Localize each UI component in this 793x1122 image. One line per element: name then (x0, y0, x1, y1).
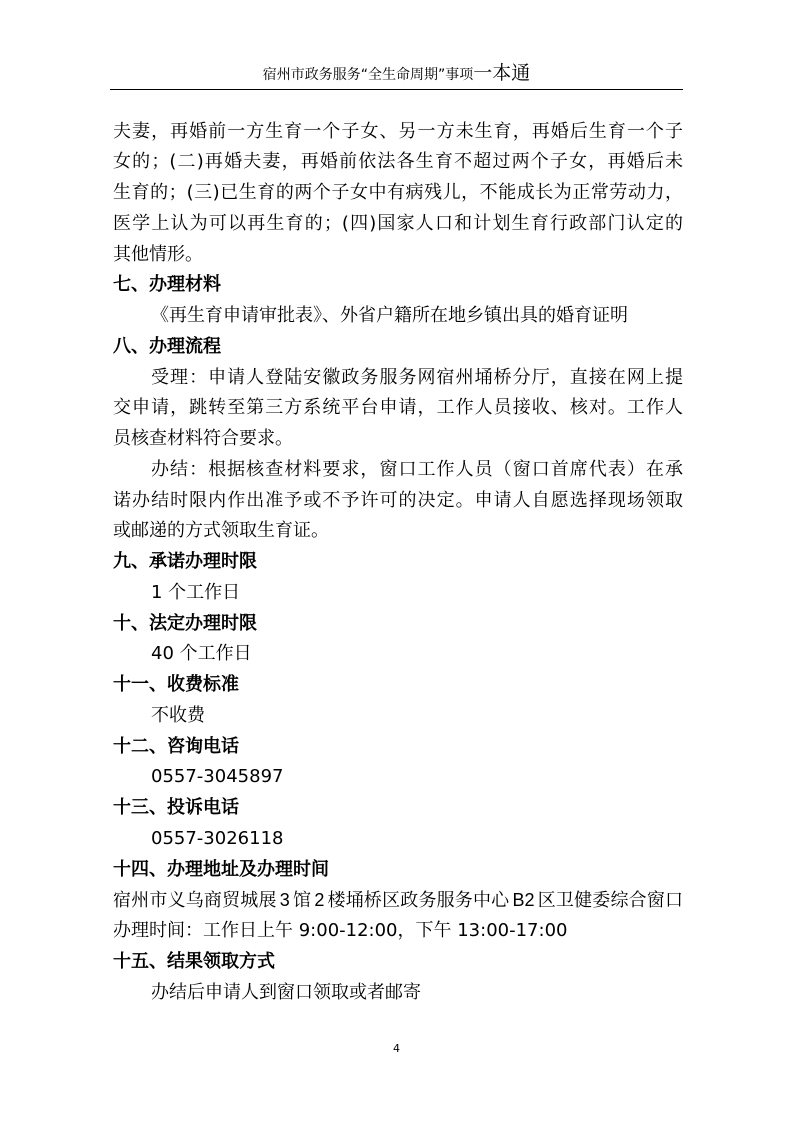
intro-line: 医学上认为可以再生育的；(四)国家人口和计划生育行政部门认定的 (113, 212, 683, 234)
section-line: 办结：根据核查材料要求，窗口工作人员（窗口首席代表）在承 (151, 458, 683, 480)
section-heading-inquiry-phone: 十二、咨询电话 (113, 735, 239, 757)
intro-line: 生育的；(三)已生育的两个子女中有病残儿，不能成长为正常劳动力， (113, 182, 683, 204)
section-line: 办结后申请人到窗口领取或者邮寄 (151, 981, 421, 1003)
page-header (110, 60, 683, 86)
section-line: 或邮递的方式领取生育证。 (113, 520, 329, 542)
section-heading-complaint-phone: 十三、投诉电话 (113, 797, 239, 819)
intro-line: 其他情形。 (113, 243, 203, 265)
section-heading-fees: 十一、收费标准 (113, 674, 239, 696)
section-line: 1 个工作日 (151, 581, 241, 603)
section-line: 不收费 (151, 704, 205, 726)
section-heading-process: 八、办理流程 (113, 335, 221, 357)
section-line: 诺办结时限内作出准予或不予许可的决定。申请人自愿选择现场领取 (113, 489, 683, 511)
section-line: 员核查材料符合要求。 (113, 428, 293, 450)
section-line: 宿州市义乌商贸城展 3 馆 2 楼埇桥区政务服务中心 B2 区卫健委综合窗口 (113, 890, 683, 911)
section-line: 《再生育申请审批表》、外省户籍所在地乡镇出具的婚育证明 (151, 305, 628, 327)
section-heading-result-pickup: 十五、结果领取方式 (113, 950, 275, 972)
section-heading-materials: 七、办理材料 (113, 274, 221, 296)
section-line: 0557-3045897 (151, 766, 284, 788)
document-body (113, 117, 683, 1009)
intro-line: 夫妻，再婚前一方生育一个子女、另一方未生育，再婚后生育一个子 (113, 120, 683, 142)
section-line: 办理时间：工作日上午 9:00-12:00，下午 13:00-17:00 (113, 920, 568, 942)
section-heading-address-hours: 十四、办理地址及办理时间 (113, 858, 329, 880)
section-line: 40 个工作日 (151, 643, 252, 665)
header-title: 宿州市政务服务“全生命周期”事项 (262, 67, 474, 83)
header-rule (110, 89, 683, 90)
section-line: 0557-3026118 (151, 827, 284, 849)
section-line: 受理：申请人登陆安徽政务服务网宿州埇桥分厅，直接在网上提 (151, 366, 683, 388)
page-number: 4 (393, 1042, 400, 1055)
section-heading-promised-time: 九、承诺办理时限 (113, 551, 257, 573)
intro-line: 女的；(二)再婚夫妻，再婚前依法各生育不超过两个子女，再婚后未 (113, 151, 683, 173)
section-heading-legal-time: 十、法定办理时限 (113, 612, 257, 634)
section-line: 交申请，跳转至第三方系统平台申请，工作人员接收、核对。工作人 (113, 397, 683, 419)
header-title-suffix: 一本通 (473, 62, 531, 84)
